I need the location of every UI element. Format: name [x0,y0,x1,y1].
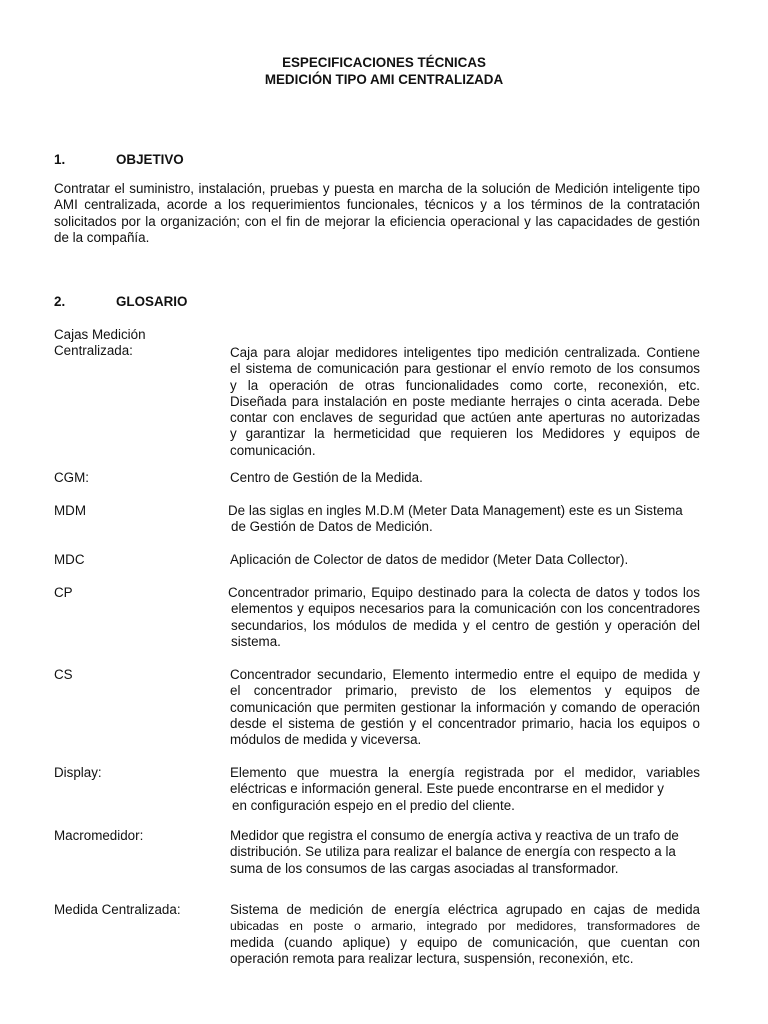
definition-line: De las siglas en ingles M.D.M (Meter Data Management) este es un Sistema [228,503,683,518]
definition-line: distribución. Se utiliza para realizar el balance de energía con respecto a la [230,844,676,860]
definition-line: contar con enclaves de seguridad que actúen ante aperturas no autorizadas [230,410,700,426]
section-number: 2. [54,294,66,309]
definition-line: desde el sistema de gestión y el concentrador primario, hacia los equipos o [230,715,700,731]
glossary-term-line-2: Centralizada: [54,343,133,358]
definition-line: Medidor que registra el consumo de energía activa y reactiva de un trafo de [230,828,679,843]
glossary-term-mdc: MDC [54,552,85,567]
definition-line: Centro de Gestión de la Medida. [230,470,423,485]
definition-line: Elemento que muestra la energía registrada por el medidor, variables [230,765,700,780]
definition-line: Aplicación de Colector de datos de medidor (Meter Data Collector). [230,552,629,567]
definition-line: Diseñada para instalación en poste mediante herrajes o cinta acerada. Debe [230,393,700,409]
glossary-term-mdm: MDM [54,503,86,518]
glossary-term-macromedidor: Macromedidor: [54,828,144,843]
document-title [0,54,768,88]
glossary-term-cgm: CGM: [54,470,89,485]
definition-line: el sistema de comunicación para gestionar el envío remoto de los consumos [230,361,700,377]
glossary-definition-display [230,765,700,814]
glossary-definition-cajas [230,345,700,459]
definition-line: elementos y equipos necesarios para la comunicación con los concentradores [231,601,700,617]
definition-line: Sistema de medición de energía eléctrica agrupado en cajas de medida [230,902,700,917]
definition-line: comunicación que permiten gestionar la información y comando de operación [230,699,700,715]
glossary-definition-macromedidor [230,828,700,877]
glossary-definition-cs [230,667,700,748]
glossary-definition-medida-centralizada [230,902,700,967]
definition-line: Caja para alojar medidores inteligentes tipo medición centralizada. Contiene [230,345,700,360]
glossary-definition-mdc [230,552,700,568]
definition-line: y la operación de otras funcionalidades como corte, reconexión, etc. [230,377,700,393]
definition-line: ubicadas en poste o armario, integrado por medidores, transformadores de [230,919,700,934]
glossary-term-cp: CP [54,585,73,600]
definition-line: el concentrador primario, previsto de los elementos y equipos de [230,683,700,699]
definition-line: y garantizar la hermeticidad que requieren los Medidores y equipos de [230,426,700,442]
document-title-line-2: MEDICIÓN TIPO AMI CENTRALIZADA [264,72,504,87]
glossary-term-cs: CS [54,667,73,682]
definition-line: Concentrador primario, Equipo destinado para la colecta de datos y todos los [228,585,700,600]
glossary-definition-cgm [230,470,700,486]
definition-line: módulos de medida y viceversa. [230,732,422,748]
definition-line: eléctricas e información general. Este puede encontrarse en el medidor y [230,781,664,797]
glossary-definition-mdm [228,503,698,536]
definition-line: secundarios, los módulos de medida y el centro de gestión y operación del [231,617,700,633]
definition-line: en configuración espejo en el predio del cliente. [232,797,515,813]
definition-line: sistema. [231,633,281,649]
glossary-term-line-1: Cajas Medición [54,327,146,342]
definition-line: de Gestión de Datos de Medición. [231,519,433,535]
section-title: GLOSARIO [116,294,188,309]
definition-line: suma de los consumos de las cargas asociadas al transformador. [230,860,619,876]
section-title: OBJETIVO [116,152,184,167]
document-title-line-1: ESPECIFICACIONES TÉCNICAS [282,55,486,70]
definition-line: operación remota para realizar lectura, suspensión, reconexión, etc. [230,950,634,966]
section-heading-objetivo [54,152,184,168]
glossary-definition-cp [228,585,700,650]
definition-line: Concentrador secundario, Elemento intermedio entre el equipo de medida y [230,667,700,682]
definition-line: comunicación. [230,442,316,458]
section-number: 1. [54,152,66,167]
glossary-term-medida-centralizada: Medida Centralizada: [54,902,181,917]
definition-line: medida (cuando aplique) y equipo de comunicación, que cuentan con [230,934,700,950]
glossary-term-display: Display: [54,765,102,780]
section-heading-glosario [54,294,187,310]
objetivo-paragraph: Contratar el suministro, instalación, pruebas y puesta en marcha de la solución de Medición inteligente tipo AMI centralizada, acorde a los requerimientos funcionales, técnicos y a los términos de la contratación solicitados por la organización; con el fin de mejorar la eficiencia operacional y las capacidades de gestión de la compañía. [54,181,700,245]
